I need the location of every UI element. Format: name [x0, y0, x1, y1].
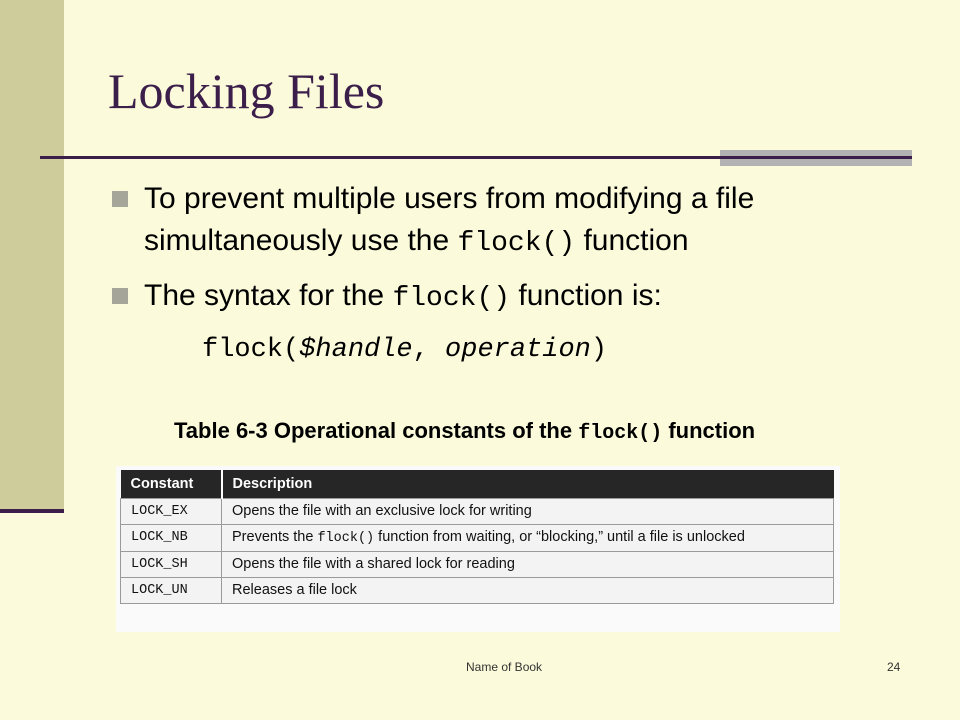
table-row — [121, 525, 834, 552]
cell-text: function from waiting, or “blocking,” until a file is unlocked — [374, 529, 745, 545]
constants-table — [120, 470, 834, 604]
column-header-constant: Constant — [121, 470, 222, 499]
cell-description: Opens the file with an exclusive lock for writing — [222, 499, 834, 525]
syntax-line — [202, 335, 607, 365]
caption-code: flock() — [578, 422, 663, 445]
caption-text: Table 6-3 Operational constants of the — [174, 418, 579, 443]
left-decorative-band — [0, 0, 64, 512]
syntax-close: ) — [590, 335, 608, 365]
bullet-text-part: To prevent multiple users from modifying a file simultaneously use the — [144, 182, 755, 257]
table-row — [121, 552, 834, 578]
syntax-fn: flock( — [202, 335, 300, 365]
footer-book-name: Name of Book — [466, 660, 543, 674]
cell-description: Opens the file with a shared lock for reading — [222, 552, 834, 578]
bullet-square-icon — [112, 288, 128, 304]
column-header-description: Description — [222, 470, 834, 499]
table-row — [121, 499, 834, 525]
constants-table-frame — [116, 466, 840, 632]
bullet-text — [144, 275, 902, 320]
bullet-code: flock() — [457, 228, 576, 259]
bullet-text-part: The syntax for the — [144, 279, 393, 312]
bullet-text-part: function — [575, 224, 689, 257]
cell-description: Releases a file lock — [222, 578, 834, 604]
bullet-code: flock() — [392, 283, 511, 314]
cell-constant: LOCK_EX — [121, 499, 222, 525]
table-caption — [174, 418, 755, 445]
cell-code: flock() — [317, 531, 375, 546]
cell-description — [222, 525, 834, 552]
cell-constant: LOCK_NB — [121, 525, 222, 552]
left-band-edge — [0, 509, 64, 513]
syntax-arg-handle: $handle — [299, 335, 413, 365]
cell-text: Prevents the — [232, 529, 318, 545]
table-header-row — [121, 470, 834, 499]
slide-title: Locking Files — [108, 63, 385, 119]
caption-text: function — [662, 418, 756, 443]
cell-constant: LOCK_SH — [121, 552, 222, 578]
bullet-square-icon — [112, 191, 128, 207]
bullet-text — [144, 178, 902, 265]
cell-constant: LOCK_UN — [121, 578, 222, 604]
footer-page-number: 24 — [887, 660, 901, 674]
bullet-item — [112, 178, 902, 265]
bullet-item — [112, 275, 902, 320]
table-row — [121, 578, 834, 604]
bullet-text-part: function is: — [510, 279, 662, 312]
title-rule-accent-line — [720, 156, 912, 159]
syntax-arg-operation: operation — [445, 335, 591, 365]
syntax-separator: , — [412, 335, 446, 365]
